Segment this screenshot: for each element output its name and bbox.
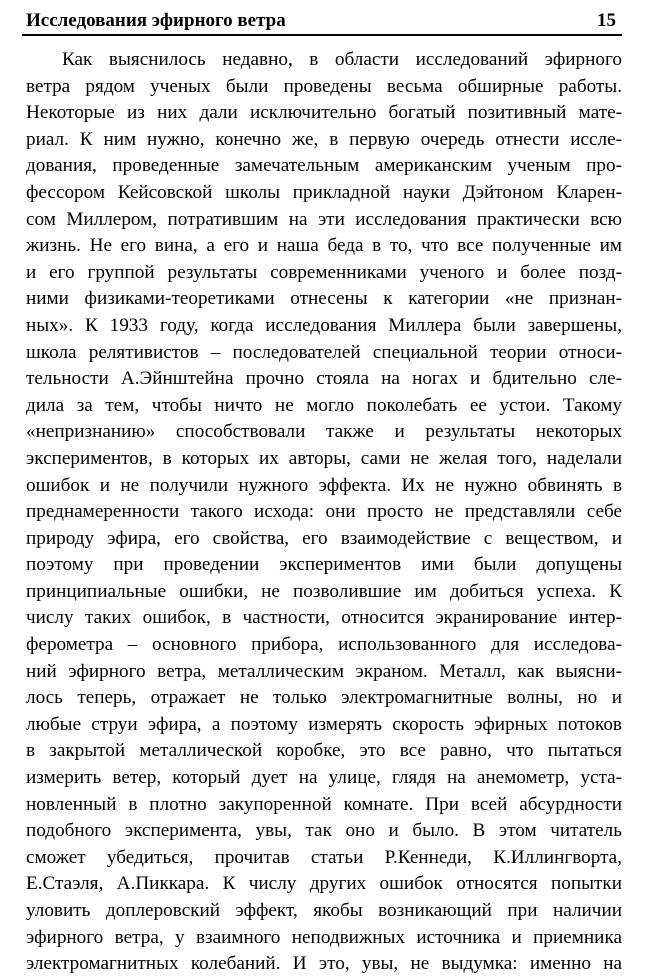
page-header: [22, 6, 622, 36]
text-line: эфирного ветра, у взаимного неподвижных источника и приемника: [26, 926, 622, 948]
text-line: дования, проведенные замечательным американским ученым про-: [26, 155, 622, 177]
page-number: 15: [597, 10, 616, 31]
text-line: экспериментов, в которых их авторы, сами не желая того, наделали: [26, 447, 622, 469]
text-line: поэтому при проведении экспериментов ими были допущены: [26, 554, 622, 576]
text-line: дила за тем, чтобы ничто не могло поколебать ее устои. Такому: [26, 394, 622, 416]
text-line: уловить доплеровский эффект, якобы возникающий при наличии: [26, 900, 622, 921]
text-line: любые струи эфира, а поэтому измерять скорость эфирных потоков: [26, 713, 622, 735]
text-line: ошибок и не получили нужного эффекта. Их не нужно обвинять в: [26, 474, 622, 496]
body-text: [26, 47, 622, 978]
text-line: измерить ветер, который дует на улице, глядя на анемометр, уста-: [26, 767, 622, 789]
text-line: фессором Кейсовской школы прикладной науки Дэйтоном Кларен-: [26, 181, 622, 203]
text-line: преднамеренности такого исхода: они просто не представляли себе: [26, 501, 622, 523]
text-line: жизнь. Не его вина, а его и наша беда в то, что все полученные им: [26, 235, 622, 257]
running-title: Исследования эфирного ветра: [26, 10, 286, 31]
text-line: Е.Стаэля, А.Пиккара. К числу других ошибок относятся попытки: [26, 873, 622, 895]
text-line: числу таких ошибок, в частности, относится экранирование интер-: [26, 607, 622, 629]
text-line: ними физиками-теоретиками отнесены к категории «не признан-: [26, 288, 622, 310]
text-line: электромагнитных колебаний. И это, увы, не выдумка: именно на: [26, 953, 622, 975]
text-line: принципиальные ошибки, не позволившие им добиться успеха. К: [26, 580, 622, 602]
text-line: Некоторые из них дали исключительно богатый позитивный мате-: [26, 102, 622, 124]
text-line: тельности А.Эйнштейна прочно стояла на ногах и бдительно сле-: [26, 368, 622, 390]
text-line: ний эфирного ветра, металлическим экраном. Металл, как выясни-: [26, 660, 622, 682]
text-line: сом Миллером, потратившим на эти исследования практически всю: [26, 208, 622, 230]
text-line: в закрытой металлической коробке, это все равно, что пытаться: [26, 740, 622, 762]
text-line: Как выяснилось недавно, в области исследований эфирного: [62, 49, 622, 70]
text-line: подобного эксперимента, увы, так оно и было. В этом читатель: [26, 820, 622, 842]
text-line: сможет убедиться, прочитав статьи Р.Кеннеди, К.Иллингворта,: [26, 846, 622, 868]
text-line: лось теперь, отражает не только электромагнитные волны, но и: [26, 687, 622, 709]
text-line: и его группой результаты современниками ученого и более позд-: [26, 261, 622, 283]
text-line: риал. К ним нужно, конечно же, в первую очередь отнести иссле-: [26, 128, 622, 150]
text-line: ных». К 1933 году, когда исследования Миллера были завершены,: [26, 314, 622, 336]
text-line: «непризнанию» способствовали также и результаты некоторых: [26, 421, 622, 443]
text-line: ветра рядом ученых были проведены весьма обширные работы.: [26, 75, 622, 97]
text-line: школа релятивистов – последователей специальной теории относи-: [26, 341, 622, 363]
text-line: ферометра – основного прибора, использованного для исследова-: [26, 634, 622, 656]
text-line: природу эфира, его свойства, его взаимодействие с веществом, и: [26, 527, 622, 549]
text-line: новленный в плотно закупоренной комнате. При всей абсурдности: [26, 793, 622, 815]
